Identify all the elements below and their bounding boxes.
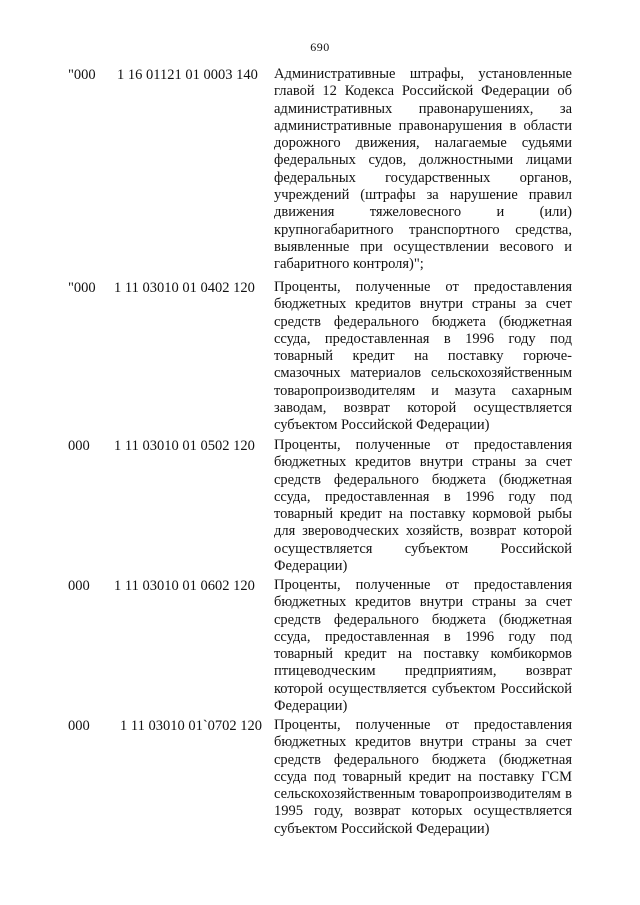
table-row: [0, 717, 640, 837]
income-description: Проценты, полученные от предоставления бюджетных кредитов внутри страны за счет средств федерального бюджета (бюджетная ссуда, предоставленная в 1996 году под товарный кредит на поставку горюче-смазочных материалов сельскохозяйственным товаропроизводителям и мазута сахарным заводам, возврат которой осуществляется субъектом Российской Федерации): [274, 279, 572, 434]
table-row: [0, 66, 640, 279]
income-description: Административные штрафы, установленные главой 12 Кодекса Российской Федерации об административных правонарушениях, за административные правонарушения в области дорожного движения, налагаемые судьями федеральных судов, должностными лицами федеральных государственных органов, учреждений (штрафы за нарушение правил движения тяжеловесного и (или) крупногабаритного транспортного средства, выявленные при осуществлении весового и габаритного контроля)";: [274, 66, 572, 273]
admin-code: 000: [68, 578, 90, 594]
budget-classification-code: 1 11 03010 01 0402 120: [114, 280, 255, 296]
budget-code-table: [0, 66, 640, 837]
income-description: Проценты, полученные от предоставления бюджетных кредитов внутри страны за счет средств федерального бюджета (бюджетная ссуда под товарный кредит на поставку ГСМ сельскохозяйственным товаропроизводителям в 1995 году, возврат которых осуществляется субъектом Российской Федерации): [274, 717, 572, 837]
budget-classification-code: 1 11 03010 01 0602 120: [114, 578, 255, 594]
budget-classification-code: 1 16 01121 01 0003 140: [117, 67, 258, 83]
table-row: [0, 577, 640, 717]
admin-code: 000: [68, 438, 90, 454]
page-number: 690: [310, 40, 330, 54]
budget-classification-code: 1 11 03010 01`0702 120: [120, 718, 263, 734]
budget-classification-code: 1 11 03010 01 0502 120: [114, 438, 255, 454]
admin-code: "000: [68, 67, 96, 83]
table-row: [0, 437, 640, 577]
admin-code: 000: [68, 718, 90, 734]
income-description: Проценты, полученные от предоставления бюджетных кредитов внутри страны за счет средств федерального бюджета (бюджетная ссуда, предоставленная в 1996 году под товарный кредит на поставку комбикормов птицеводческим предприятиям, возврат которой осуществляется субъектом Российской Федерации): [274, 577, 572, 715]
income-description: Проценты, полученные от предоставления бюджетных кредитов внутри страны за счет средств федерального бюджета (бюджетная ссуда, предоставленная в 1996 году под товарный кредит на поставку кормовой рыбы для звероводческих хозяйств, возврат которой осуществляется субъектом Российской Федерации): [274, 437, 572, 575]
table-row: [0, 279, 640, 437]
admin-code: "000: [68, 280, 96, 296]
